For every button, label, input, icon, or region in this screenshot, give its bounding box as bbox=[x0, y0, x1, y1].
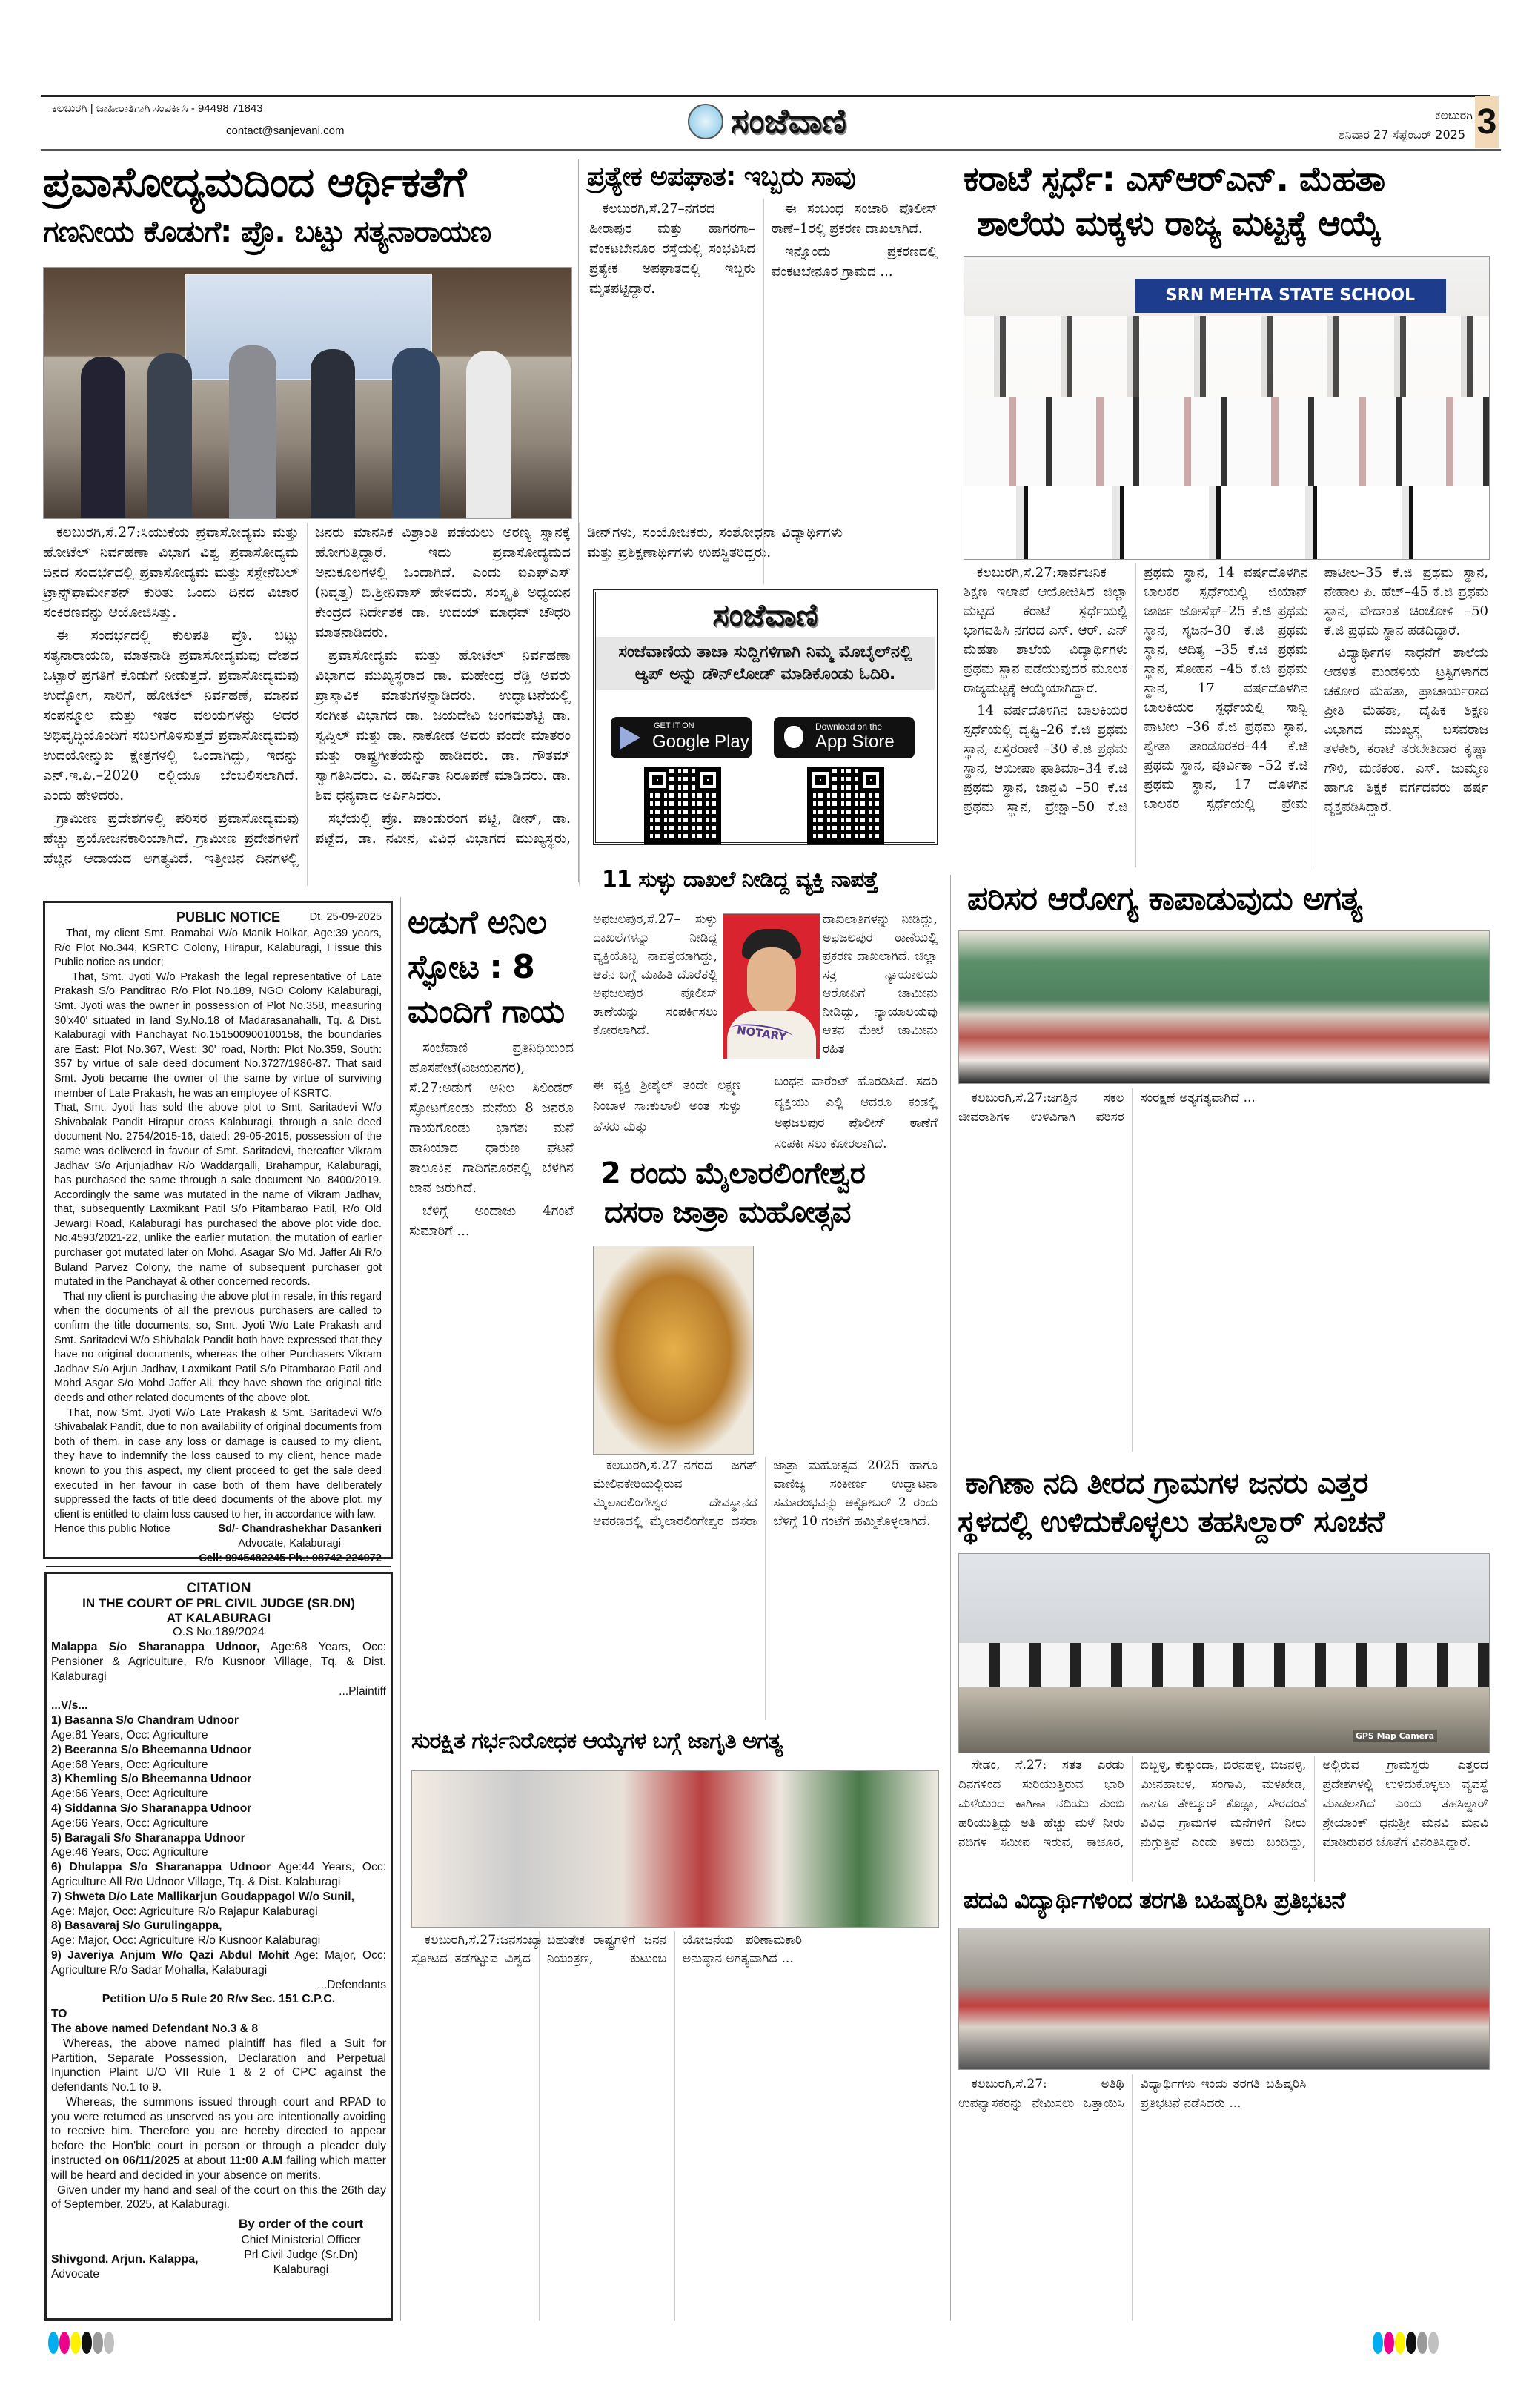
paragraph: ಸೇಡಂ, ಸೆ.27: ಸತತ ಎರಡು ದಿನಗಳಿಂದ ಸುರಿಯುತ್ತಿರುವ ಭಾರಿ ಮಳೆಯಿಂದ ಕಾಗಿಣಾ ನದಿಯು ತುಂಬಿ ಹರಿಯುತ್ತಿದ್ದು ಅತಿ ಹೆಚ್ಚು ಮಳೆ ನೀರು ನದಿಗಳ ಸಮೀಪ ಇರುವ, ಕಾಚೂರ, ಬಿಬ್ಬಳ್ಳಿ, ಕುಕ್ಕುಂದಾ, ಬಿರನಹಳ್ಳಿ, ಬಿಜನಳ್ಳಿ, ಮೀನಹಾಬಳ, ಸಂಗಾವಿ, ಮಳಖೇಡ, ಹಾಗೂ ತೇಲ್ಕೂರ್ ಕೊಡ್ಲಾ, ಸೇರದಂತೆ ವಿವಿಧ ಗ್ರಾಮಗಳ ಮನೆಗಳಿಗೆ ನೀರು ನುಗ್ಗುತ್ತಿವೆ ಎಂದು ತಿಳಿದು ಬಂದಿದ್ದು, ಅಲ್ಲಿರುವ ಗ್ರಾಮಸ್ಥರು ಎತ್ತರದ ಪ್ರದೇಶಗಳಲ್ಲಿ ಉಳಿದುಕೊಳ್ಳಲು ವ್ಯವಸ್ಥೆ ಮಾಡಲಾಗಿದೆ ಎಂದು ತಹಸಿಲ್ದಾರ್ ಶ್ರೇಯಾಂಕ್ ಧನುಶ್ರೀ ಮನವಿ ಮನವಿ ಮಾಡಿರುವರ ಜೊತೆಗೆ ವಿನಂತಿಸಿದ್ದಾರೆ. bbox=[958, 1758, 1488, 1850]
defendant-name: 3) Khemling S/o Bheemanna Udnoor bbox=[51, 1773, 252, 1786]
citation-notice bbox=[44, 1572, 393, 2321]
defendant-details: Age:44 Years, Occ: Agriculture All R/o Udnoor Village, Tq. & Dist. Kalaburagi bbox=[51, 1861, 386, 1888]
header-city: ಕಲಬುರಗಿ bbox=[1435, 108, 1473, 122]
defendant-entry bbox=[51, 1743, 386, 1773]
app-download-ad bbox=[593, 589, 938, 845]
column-divider bbox=[578, 159, 579, 882]
deity-idol-photo bbox=[593, 1246, 754, 1455]
officer-court: Prl Civil Judge (Sr.Dn) bbox=[244, 2249, 358, 2262]
defendant-details: Age:46 Years, Occ: Agriculture bbox=[51, 1846, 208, 1859]
defendant-entry bbox=[51, 1860, 386, 1890]
notice-closing: Hence this public Notice bbox=[54, 1523, 170, 1535]
defendant-entry bbox=[51, 1713, 386, 1743]
tourism-photo bbox=[43, 267, 572, 519]
defendant-details: Age: Major, Occ: Agriculture R/o Sadar Mohalla, Kalaburagi bbox=[51, 1948, 386, 1977]
plaintiff-name: Malappa S/o Sharanappa Udnoor, bbox=[51, 1641, 260, 1654]
defendant-name: 4) Siddanna S/o Sharanappa Udnoor bbox=[51, 1802, 252, 1815]
divider bbox=[46, 1566, 391, 1567]
hearing-time: 11:00 A.M bbox=[229, 2154, 283, 2168]
cyan-dot bbox=[48, 2332, 59, 2354]
header-bottom-rule bbox=[41, 149, 1501, 151]
dasara-body bbox=[593, 1457, 938, 1720]
column-divider bbox=[950, 875, 951, 2321]
public-notice-title: PUBLIC NOTICE bbox=[176, 910, 281, 924]
environment-event-photo bbox=[958, 930, 1490, 1084]
karate-photo bbox=[964, 256, 1490, 560]
page-number: 3 bbox=[1475, 96, 1499, 148]
paragraph: ಕಲಬುರಗಿ,ಸೆ.27:ಸಾರ್ವಜನಿಕ ಶಿಕ್ಷಣ ಇಲಾಖೆ ಆಯೋಜಿಸಿದ ಜಿಲ್ಲಾ ಮಟ್ಟದ ಕರಾಟೆ ಸ್ಪರ್ಧೆಯಲ್ಲಿ ಭಾಗವಹಿಸಿ ನಗರದ ಎಸ್. ಆರ್. ಎನ್ ಮೆಹತಾ ಶಾಲೆಯ ವಿದ್ಯಾರ್ಥಿಗಳು ಪ್ರಥಮ ಸ್ಥಾನ ಪಡೆಯುವುದರ ಮೂಲಕ ರಾಜ್ಯಮಟ್ಟಕ್ಕೆ ಆಯ್ಕೆಯಾಗಿದ್ದಾರೆ. bbox=[964, 565, 1128, 696]
plaintiff-label: ...Plaintiff bbox=[339, 1684, 386, 1698]
paragraph: ಕಲಬುರಗಿ,ಸೆ.27: ಅತಿಥಿ ಉಪನ್ಯಾಸಕರನ್ನು ನೇಮಿಸಲು ಒತ್ತಾಯಿಸಿ ವಿದ್ಯಾರ್ಥಿಗಳು ಇಂದು ತರಗತಿ ಬಹಿಷ್ಕರಿಸಿ ಪ್ರತಿಭಟನೆ ನಡೆಸಿದರು ... bbox=[958, 2077, 1307, 2111]
notice-paragraph: That, now Smt. Jyoti W/o Late Prakash & Smt. Saritadevi W/o Shivabalak Pandit, due to non availability of original documents from both of them, in case any loss or damage is caused to my client, they have to indemnify the loss caused to my client, hence made known to you this aspect, my client proceed to get the sale deed executed in her favour in case both of them have deliberately suppressed the facts of title deed documents of the above plot, my client is entitled to claim loss caused to her, in accordance with law. bbox=[54, 1406, 382, 1521]
app-store-button[interactable] bbox=[774, 717, 915, 758]
color-registration-marks-left bbox=[48, 2332, 115, 2357]
play-triangle-icon bbox=[620, 726, 640, 750]
citation-court: IN THE COURT OF PRL CIVIL JUDGE (SR.DN) bbox=[82, 1595, 355, 1610]
citation-title: CITATION bbox=[186, 1581, 251, 1596]
students-body bbox=[958, 2074, 1488, 2321]
contraception-body bbox=[411, 1931, 938, 2321]
notice-contact: Cell: 9945482245 Ph.: 08742-224072 bbox=[199, 1552, 382, 1564]
gray-dot bbox=[93, 2332, 103, 2354]
ad-logo: ಸಂಜೆವಾಣಿ bbox=[712, 597, 818, 633]
awareness-event-photo bbox=[411, 1770, 939, 1928]
defendant-details: Age:66 Years, Occ: Agriculture bbox=[51, 1816, 208, 1830]
gray-dot bbox=[1417, 2332, 1427, 2354]
light-gray-dot bbox=[104, 2332, 114, 2354]
defendant-name: 8) Basavaraj S/o Gurulingappa, bbox=[51, 1919, 222, 1933]
dasara-headline-2: ದಸರಾ ಜಾತ್ರಾ ಮಹೋತ್ಸವ bbox=[604, 1195, 851, 1229]
notary-stamp: NOTARY bbox=[730, 1021, 794, 1044]
notice-paragraph: That, my client Smt. Ramabai W/o Manik Holkar, Age:39 years, R/o Plot No.344, KSRTC Colony, Hirapur, Kalaburagi, I issue this Public notice as under; bbox=[54, 927, 382, 969]
notice-signatory: Sd/- Chandrashekhar Dasankeri bbox=[218, 1523, 382, 1535]
plaintiff-details: Age:68 Years, Occ: Pensioner & Agriculture, R/o Kusnoor Village, Tq. & Dist. Kalaburagi bbox=[51, 1641, 386, 1683]
environment-headline: ಪರಿಸರ ಆರೋಗ್ಯ ಕಾಪಾಡುವುದು ಅಗತ್ಯ bbox=[967, 880, 1362, 918]
hearing-date: on 06/11/2025 bbox=[105, 2154, 180, 2168]
accident-headline: ಪ್ರತ್ಯೇಕ ಅಪಘಾತ: ಇಬ್ಬರು ಸಾವು bbox=[587, 162, 855, 192]
versus-label: ...V/s... bbox=[51, 1699, 88, 1713]
addressee: The above named Defendant No.3 & 8 bbox=[51, 2022, 259, 2035]
google-play-qr-code[interactable] bbox=[644, 767, 721, 844]
missing-body-bottom-left: ಈ ವ್ಯಕ್ತಿ ಶ್ರೀಶೈಲ್ ತಂದೇ ಲಕ್ಷ್ಮಣ ನಿಂಬಾಳ ಸಾ:ಕುಲಾಲಿ ಅಂತ ಸುಳ್ಳು ಹೆಸರು ಮತ್ತು bbox=[593, 1078, 741, 1134]
yellow-dot bbox=[70, 2332, 81, 2354]
defendant-entry bbox=[51, 1802, 386, 1831]
paragraph: ಕಲಬುರಗಿ,ಸೆ.27:ಜನಸಂಖ್ಯಾ ಸ್ಫೋಟದ ತಡೆಗಟ್ಟುವ ವಿಶ್ವದ ಬಹುತೇಕ ರಾಷ್ಟ್ರಗಳಿಗೆ ಜನನ ನಿಯಂತ್ರಣ, ಕುಟುಂಬ ಯೋಜನೆಯ ಪರಿಣಾಮಕಾರಿ ಅನುಷ್ಠಾನ ಅಗತ್ಯವಾಗಿದೆ ... bbox=[411, 1933, 802, 1966]
apple-icon bbox=[784, 726, 803, 748]
masthead-logo bbox=[637, 98, 897, 145]
paragraph: 14 ವರ್ಷದೊಳಗಿನ ಬಾಲಕಿಯರ ಸ್ಪರ್ಧೆಯಲ್ಲಿ ದೃಷ್ಟಿ–26 ಕೆ.ಜಿ ಪ್ರಥಮ ಸ್ಥಾನ, ಏಸ್ತರರಾಣಿ –30 ಕೆ.ಜಿ ಪ್ರಥಮ ಸ್ಥಾನ, ಆಯೀಷಾ ಫಾತಿಮಾ–34 ಕೆ.ಜಿ ಪ್ರಥಮ ಸ್ಥಾನ, ಜಾನ್ಹವಿ –50 ಕೆ.ಜಿ ಪ್ರಥಮ ಸ್ಥಾನ, ಪ್ರೇಕ್ಷಾ–50 ಕೆ.ಜಿ ಪ್ರಥಮ ಸ್ಥಾನ, 14 ವರ್ಷದೊಳಗಿನ ಬಾಲಕರ ಸ್ಪರ್ಧೆಯಲ್ಲಿ ಜಿಯಾನ್ ಜಾರ್ಜ ಜೋಸೆಫ್–25 ಕೆ.ಜಿ ಪ್ರಥಮ ಸ್ಥಾನ, ಸೃಜನ–30 ಕೆ.ಜಿ ಪ್ರಥಮ ಸ್ಥಾನ, ಆದಿತ್ಯ –35 ಕೆ.ಜಿ ಪ್ರಥಮ ಸ್ಥಾನ, ಸೋಹನ –45 ಕೆ.ಜಿ ಪ್ರಥಮ ಸ್ಥಾನ, 17 ವರ್ಷದೊಳಗಿನ ಬಾಲಕಿಯರ ಸ್ಪರ್ಧೆಯಲ್ಲಿ ಸಾನ್ವಿ ಪಾಟೀಲ –36 ಕೆ.ಜಿ ಪ್ರಥಮ ಸ್ಥಾನ, ಶ್ವೇತಾ ತಾಂಡೂರಕರ–44 ಕೆ.ಜಿ ಪ್ರಥಮ ಸ್ಥಾನ, ಪೂರ್ವಿಕಾ –52 ಕೆ.ಜಿ ಪ್ರಥಮ ಸ್ಥಾನ, 17 ದೊಳಗಿನ ಬಾಲಕರ ಸ್ಪರ್ಧೆಯಲ್ಲಿ ಪ್ರೇಮ ಪಾಟೀಲ–35 ಕೆ.ಜಿ ಪ್ರಥಮ ಸ್ಥಾನ, ನೇಹಾಲ ಪಿ. ಹೆಚ್–45 ಕೆ.ಜಿ ಪ್ರಥಮ ಸ್ಥಾನ, ವೇದಾಂತ ಚಿಂಚೋಳಿ –50 ಕೆ.ಜಿ ಪ್ರಥಮ ಸ್ಥಾನ ಪಡೆದಿದ್ದಾರೆ. bbox=[964, 565, 1488, 815]
students-headline: ಪದವಿ ವಿದ್ಯಾರ್ಥಿಗಳಿಂದ ತರಗತಿ ಬಹಿಷ್ಕರಿಸಿ ಪ್ರತಿಭಟನೆ bbox=[964, 1886, 1345, 1914]
defendant-details: Age:66 Years, Occ: Agriculture bbox=[51, 1787, 208, 1801]
kagina-headline-1: ಕಾಗಿಣಾ ನದಿ ತೀರದ ಗ್ರಾಮಗಳ ಜನರು ಎತ್ತರ bbox=[965, 1466, 1368, 1501]
cylinder-headline: ಅಡುಗೆ ಅನಿಲ ಸ್ಫೋಟ : 8 ಮಂದಿಗೆ ಗಾಯ bbox=[408, 904, 565, 1031]
missing-person-photo bbox=[723, 913, 820, 1059]
karate-headline-2: ಶಾಲೆಯ ಮಕ್ಕಳು ರಾಜ್ಯ ಮಟ್ಟಕ್ಕೆ ಆಯ್ಕೆ bbox=[977, 203, 1381, 243]
ad-message: ಸಂಜೆವಾಣಿಯ ತಾಜಾ ಸುದ್ದಿಗಳಿಗಾಗಿ ನಿಮ್ಮ ಮೊಬೈಲ್‌ನಲ್ಲಿ ಆ್ಯಪ್ ಅನ್ನು ಡೌನ್‌ಲೋಡ್ ಮಾಡಿಕೊಂಡು ಓದಿರಿ. bbox=[596, 637, 935, 690]
environment-body bbox=[958, 1088, 1488, 1452]
paragraph: ಪ್ರವಾಸೋದ್ಯಮ ಮತ್ತು ಹೋಟೆಲ್ ನಿರ್ವಹಣಾ ವಿಭಾಗದ ಮುಖ್ಯಸ್ಥರಾದ ಡಾ. ಮಹೇಂದ್ರ ರೆಡ್ಡಿ ಅವರು ಪ್ರಾಸ್ತಾವಿಕ ಮಾತುಗಳನ್ನಾಡಿದರು. ಉದ್ಘಾಟನೆಯಲ್ಲಿ ಸಂಗೀತ ವಿಭಾಗದ ಡಾ. ಜಯದೇವಿ ಜಂಗಮಶೆಟ್ಟಿ ಡಾ. ಸ್ವಪ್ನಿಲ್ ಮತ್ತು ಡಾ. ನಾಕೋಡ ಅವರು ವಂದೇ ಮಾತರಂ ಮತ್ತು ರಾಷ್ಟ್ರಗೀತೆಯನ್ನು ಹಾಡಿದರು. ಡಾ. ಗೌತಮ್ ಸ್ವಾಗತಿಸಿದರು. ಎ. ಹರ್ಷಿತಾ ನಿರೂಪಣೆ ಮಾಡಿದರು. ಡಾ. ಶಿವ ಧನ್ಯವಾದ ಅರ್ಪಿಸಿದರು. bbox=[315, 647, 571, 804]
advocate-title: Advocate bbox=[51, 2268, 100, 2281]
paragraph: ಈ ಸಂಬಂಧ ಸಂಚಾರಿ ಪೊಲೀಸ್ ಠಾಣೆ–1ರಲ್ಲಿ ಪ್ರಕರಣ ದಾಖಲಾಗಿದೆ. bbox=[772, 201, 938, 236]
riverbank-site-photo bbox=[958, 1553, 1490, 1753]
magenta-dot bbox=[59, 2332, 70, 2354]
officer-title: Chief Ministerial Officer bbox=[241, 2234, 361, 2247]
officer-place: Kalaburagi bbox=[273, 2263, 329, 2277]
citation-place: AT KALABURAGI bbox=[166, 1610, 271, 1625]
petition-line: Petition U/o 5 Rule 20 R/w Sec. 151 C.P.C. bbox=[102, 1993, 336, 2006]
paragraph: ಸಂಜೆವಾಣಿ ಪ್ರತಿನಿಧಿಯಿಂದ ಹೊಸಪೇಟೆ(ವಿಜಯನಗರ), ಸೆ.27:ಅಡುಗೆ ಅನಿಲ ಸಿಲಿಂಡರ್ ಸ್ಫೋಟಗೊಂಡು ಮನೆಯ 8 ಜನರೂ ಗಾಯಗೊಂಡು ಭಾಗಶಃ ಮನೆ ಹಾನಿಯಾದ ಧಾರುಣ ಘಟನೆ ತಾಲೂಕಿನ ಗಾದಿಗನೂರನಲ್ಲಿ ಬೆಳಗಿನ ಜಾವ ಜರುಗಿದೆ. bbox=[409, 1040, 574, 1196]
citation-paragraph: Given under my hand and seal of the court on this the 26th day of September, 2025, at Kalaburagi. bbox=[51, 2183, 386, 2212]
notice-paragraph: That, Smt. Jyoti has sold the above plot to Smt. Saritadevi W/o Shivabalak Pandit Hirapur cross Kalaburagi, through a sale deed document No. 2754/2015-16, dated: 29-05-2015, possession of the same was delivered in favour of Smt. Saritadevi, thereafter Vikram Jadhav S/o Arjunjadhav R/o Waddargalli, Brahampur, Kalaburagi, has purchased the same through a sale document No. 8400/2019. Accordingly the same was mutated in the name of Vikram Jadhav, that, subsequently Laxmikant Patil S/o Pitambarao Patil, R/o Old Jewargi Road, Kalaburagi has purchased the above plot vide doc. No.4593/2021-22, unlike the earlier mutation, the mutation of earlier purchaser got mutated later on Mohd. Asagar S/o Md. Jaffer Ali R/o Buland Parvez Colony, the name of subsequent purchaser got mutated in the Panchayat & other concerned records. bbox=[54, 1102, 382, 1289]
color-registration-marks-right bbox=[1373, 2332, 1439, 2357]
paragraph: ಕಲಬುರಗಿ,ಸೆ.27–ನಗರದ ಜಗತ್ ಮೇಲಿನಕೇರಿಯಲ್ಲಿರುವ ಮೈಲಾರಲಿಂಗೇಶ್ವರ ದೇವಸ್ಥಾನದ ಆವರಣದಲ್ಲಿ ಮೈಲಾರಲಿಂಗೇಶ್ವರ ದಸರಾ ಜಾತ್ರಾ ಮಹೋತ್ಸವ 2025 ಹಾಗೂ ವಾಣಿಜ್ಯ ಸಂಕೀರ್ಣ ಉದ್ಘಾಟನಾ ಸಮಾರಂಭವನ್ನು ಅಕ್ಟೋಬರ್ 2 ರಂದು ಬೆಳಿಗ್ಗೆ 10 ಗಂಟೆಗೆ ಹಮ್ಮಿಕೊಳ್ಳಲಾಗಿದೆ. bbox=[593, 1458, 938, 1529]
paragraph: ಕಲಬುರಗಿ,ಸೆ.27–ನಗರದ ಹೀರಾಪುರ ಮತ್ತು ಹಾಗರಗಾ–ವೆಂಕಟಬೇನೂರ ರಸ್ತೆಯಲ್ಲಿ ಸಂಭವಿಸಿದ ಪ್ರತ್ಯೇಕ ಅಪಘಾತದಲ್ಲಿ ಇಬ್ಬರು ಮೃತಪಟ್ಟಿದ್ದಾರೆ. bbox=[589, 201, 755, 297]
citation-paragraph-text: Whereas, the summons issued through court and RPAD to you were returned as unserved as you are intentionally avoiding to receive him. Therefore you are hereby directed to appear before the Hon'ble court in person or through a pleader duly instructed bbox=[51, 2095, 386, 2168]
magenta-dot bbox=[1384, 2332, 1394, 2354]
defendant-details: Age: Major, Occ: Agriculture R/o Kusnoor Kalaburagi bbox=[51, 1934, 321, 1948]
paragraph: ಕಲಬುರಗಿ,ಸೆ.27:ಸಿಯುಕೆಯ ಪ್ರವಾಸೋದ್ಯಮ ಮತ್ತು ಹೋಟೆಲ್ ನಿರ್ವಹಣಾ ವಿಭಾಗ ವಿಶ್ವ ಪ್ರವಾಸೋದ್ಯಮ ದಿನದ ಸಂದರ್ಭದಲ್ಲಿ ಪ್ರವಾಸೋದ್ಯಮ ಮತ್ತು ಸಸ್ಟೇನೆಬಲ್ ಟ್ರಾನ್ಸ್‌ಫಾರ್ಮೇಶನ್ ಕುರಿತು ಒಂದು ದಿನದ ವಿಚಾರ ಸಂಕಿರಣವನ್ನು ಆಯೋಜಿಸಿತ್ತು. bbox=[43, 524, 299, 621]
notice-paragraph: That my client is purchasing the above plot in resale, in this regard when the documents of all the previous purchasers are called to confirm the title documents, so, Smt. Jyoti W/o Late Prakash and Smt. Saritadevi W/o Shivbalak Pandit both have expressed that they have no original documents, whereas the other Purchasers Vikram Jadhav S/o Arjun Jadhav, Laxmikant Patil S/o Pitambarao Patil and Mohd Asgar S/o Mohd Jaffer Ali, they have shown the original title deeds and other related documents of the above plot. bbox=[54, 1290, 382, 1404]
light-gray-dot bbox=[1428, 2332, 1439, 2354]
paragraph: ಗ್ರಾಮೀಣ ಪ್ರದೇಶಗಳಲ್ಲಿ ಪರಿಸರ ಪ್ರವಾಸೋದ್ಯಮವು ಹೆಚ್ಚು ಪ್ರಯೋಜನಕಾರಿಯಾಗಿದೆ. ಗ್ರಾಮೀಣ ಪ್ರದೇಶಗಳಿಗೆ ಹೆಚ್ಚಿನ ಆದಾಯದ ಅಗತ್ಯವಿದೆ. ಇತ್ತೀಚಿನ ದಿನಗಳಲ್ಲಿ ಜನರು ಮಾನಸಿಕ ವಿಶ್ರಾಂತಿ ಪಡೆಯಲು ಅರಣ್ಯ ಸ್ನಾನಕ್ಕೆ ಹೋಗುತ್ತಿದ್ದಾರೆ. ಇದು ಪ್ರವಾಸೋದ್ಯಮದ ಅನುಕೂಲಗಳಲ್ಲಿ ಒಂದಾಗಿದೆ. ಎಂದು ಐಎಫ್‌ಎಸ್ (ನಿವೃತ್ತ) ಬಿ.ಶ್ರೀನಿವಾಸ್ ಹೇಳಿದರು. ಸಂಸ್ಕೃತಿ ಅಧ್ಯಯನ ಕೇಂದ್ರದ ನಿರ್ದೇಶಕ ಡಾ. ಉದಯ್ ಮಾಧವ್ ಚೌಧರಿ ಮಾತನಾಡಿದರು. bbox=[43, 524, 571, 867]
app-store-small-text: Download on the bbox=[815, 721, 883, 732]
defendant-name: 5) Baragali S/o Sharanappa Udnoor bbox=[51, 1831, 245, 1845]
kagina-body bbox=[958, 1756, 1488, 1882]
karate-headline-1: ಕರಾಟೆ ಸ್ಪರ್ಧೆ: ಎಸ್‌ಆರ್‌ಎನ್. ಮೆಹತಾ bbox=[964, 159, 1385, 199]
defendants-list bbox=[51, 1713, 386, 1977]
defendant-entry bbox=[51, 1919, 386, 1948]
black-dot bbox=[82, 2332, 92, 2354]
gps-map-camera-watermark: GPS Map Camera bbox=[1353, 1730, 1437, 1742]
paragraph: ಬೆಳಿಗ್ಗೆ ಅಂದಾಜು 4ಗಂಟೆ ಸುಮಾರಿಗೆ ... bbox=[409, 1203, 574, 1239]
missing-person-headline: 11 ಸುಳ್ಳು ದಾಖಲೆ ನೀಡಿದ್ದ ವ್ಯಕ್ತಿ ನಾಪತ್ತೆ bbox=[602, 867, 878, 893]
paragraph: ಈ ಸಂದರ್ಭದಲ್ಲಿ ಕುಲಪತಿ ಪ್ರೊ. ಬಟ್ಟು ಸತ್ಯನಾರಾಯಣ, ಮಾತನಾಡಿ ಪ್ರವಾಸೋದ್ಯಮವು ದೇಶದ ಒಟ್ಟಾರೆ ಪ್ರಗತಿಗೆ ಕೊಡುಗೆ ನೀಡುತ್ತದೆ. ಪ್ರವಾಸೋದ್ಯಮವು ಉದ್ಯೋಗ, ಸಾರಿಗೆ, ಹೋಟೆಲ್ ನಿರ್ವಹಣೆ, ಮಾನವ ಸಂಪನ್ಮೂಲ ಮತ್ತು ಇತರ ವಲಯಗಳನ್ನು ಅದರ ಅಭಿವೃದ್ಧಿಯೊಂದಿಗೆ ಸಬಲಗೊಳಿಸುತ್ತದೆ ಪ್ರವಾಸೋದ್ಯಮವು ಉದಯೋನ್ಮುಖ ಕ್ಷೇತ್ರಗಳಲ್ಲಿ ಒಂದಾಗಿದ್ದು, ಇದನ್ನು ಎನ್.ಇ.ಪಿ.–2020 ರಲ್ಲಿಯೂ ಬೆಂಬಲಿಸಲಾಗಿದೆ. ಎಂದು ಹೇಳಿದರು. bbox=[43, 627, 299, 804]
notice-paragraph: That, Smt. Jyoti W/o Prakash the legal representative of Late Prakash S/o Panditrao R/o Plot No.189, NGO Colony Kalaburagi, Smt. Jyoti was the owner in possession of Plot No.358, measuring 30'x40' situated in land Sy.No.18 of Madarasanahalli, Tq. & Dist. Kalaburagi with Panchayat No.151500900100158, the boundaries are East: Plot No.367, West: 30' road, North: Plot No.359, South: 357 by virtue of sale deed document No.3727/1986-87. That said Smt. Jyoti became the owner of the same by virtue of surviving member of Late Prakash, he was an employee of KSRTC. bbox=[54, 970, 382, 1099]
citation-paragraph-text: at about bbox=[179, 2154, 230, 2168]
logo-text: ಸಂಜೆವಾಣಿ bbox=[731, 101, 846, 141]
column-divider bbox=[400, 897, 401, 2321]
defendant-entry bbox=[51, 1890, 386, 1919]
header-contact: ಕಲಬುರಗಿ | ಜಾಹೀರಾತಿಗಾಗಿ ಸಂಪರ್ಕಿಸಿ - 94498 71843 bbox=[52, 102, 263, 115]
kagina-headline-2: ಸ್ಥಳದಲ್ಲಿ ಉಳಿದುಕೊಳ್ಳಲು ತಹಸಿಲ್ದಾರ್ ಸೂಚನೆ bbox=[958, 1505, 1385, 1539]
header-email[interactable]: contact@sanjevani.com bbox=[226, 125, 345, 137]
header-top-rule bbox=[41, 95, 1490, 97]
citation-case-number: O.S No.189/2024 bbox=[173, 1626, 265, 1639]
citation-paragraph-text: failing which matter will be heard and decided in your absence on merits. bbox=[51, 2154, 386, 2182]
app-store-big-text: App Store bbox=[815, 732, 895, 752]
citation-paragraph: Whereas, the above named plaintiff has filed a Suit for Partition, Separate Possession, Declaration and Perpetual Injunction Plaint U/O VII Rule 1 & 2 of CPC against the defendants No.1 to 9. bbox=[51, 2037, 386, 2094]
student-protest-photo bbox=[958, 1928, 1490, 2070]
paragraph: ಕಲಬುರಗಿ,ಸೆ.27:ಜಗತ್ತಿನ ಸಕಲ ಜೀವರಾಶಿಗಳ ಉಳಿವಿಗಾಗಿ ಪರಿಸರ ಸಂರಕ್ಷಣೆ ಅತ್ಯಗತ್ಯವಾಗಿದೆ ... bbox=[958, 1091, 1256, 1125]
defendant-entry bbox=[51, 1831, 386, 1861]
accident-body bbox=[589, 199, 938, 584]
tourism-headline-1: ಪ್ರವಾಸೋದ್ಯಮದಿಂದ ಆರ್ಥಿಕತೆಗೆ bbox=[43, 159, 466, 207]
missing-body-left: ಅಫಜಲಪುರ,ಸೆ.27– ಸುಳ್ಳು ದಾಖಲೆಗಳನ್ನು ನೀಡಿದ್ದ ವ್ಯಕ್ತಿಯೊಬ್ಬ ನಾಪತ್ತೆಯಾಗಿದ್ದು, ಆತನ ಬಗ್ಗೆ ಮಾಹಿತಿ ದೊರೆತಲ್ಲಿ ಅಫಜಲಪುರ ಪೊಲೀಸ್ ಠಾಣೆಯನ್ನು ಸಂಪರ್ಕಿಸಲು ಕೋರಲಾಗಿದೆ. bbox=[593, 912, 717, 1038]
paragraph: ಇನ್ನೊಂದು ಪ್ರಕರಣದಲ್ಲಿ ವೆಂಕಟಬೇನೂರ ಗ್ರಾಮದ ... bbox=[772, 244, 938, 280]
advocate-name: Shivgond. Arjun. Kalappa, bbox=[51, 2253, 199, 2266]
defendant-name: 1) Basanna S/o Chandram Udnoor bbox=[51, 1714, 239, 1727]
defendant-entry bbox=[51, 1772, 386, 1802]
app-store-qr-code[interactable] bbox=[807, 767, 884, 844]
google-play-button[interactable] bbox=[611, 717, 752, 758]
cyan-dot bbox=[1373, 2332, 1383, 2354]
header-date: ಶನಿವಾರ 27 ಸೆಪ್ಟೆಂಬರ್ 2025 bbox=[1338, 128, 1465, 142]
notice-signatory-title: Advocate, Kalaburagi bbox=[238, 1537, 341, 1549]
public-notice bbox=[43, 901, 393, 1564]
defendants-label: ...Defendants bbox=[317, 1978, 386, 1991]
google-play-small-text: GET IT ON bbox=[654, 721, 694, 730]
school-banner: SRN MEHTA STATE SCHOOL bbox=[1135, 279, 1446, 313]
paragraph: ವಿದ್ಯಾರ್ಥಿಗಳ ಸಾಧನೆಗೆ ಶಾಲೆಯ ಆಡಳಿತ ಮಂಡಳಿಯ ಟ್ರಸ್ಟಿಗಳಾಗದ ಚಕೋರ ಮೆಹತಾ, ಪ್ರಾಚಾರ್ಯರಾದ ಪ್ರೀತಿ ಮೆಹತಾ, ದೈಹಿಕ ಶಿಕ್ಷಣ ವಿಭಾಗದ ಮುಖ್ಯಸ್ಥ ಬಸವರಾಜ ತಳಕೇರಿ, ಕರಾಟೆ ತರಬೇತಿದಾರ ಕೃಷ್ಣಾ ಗೌಳಿ, ಮಣಿಕಂಠ. ಎಸ್. ಜುಮ್ಮಣ ಹಾಗೂ ಶಿಕ್ಷಕ ವರ್ಗದವರು ಹರ್ಷ ವ್ಯಕ್ತಪಡಿಸಿದ್ದಾರೆ. bbox=[1324, 645, 1488, 815]
defendant-entry bbox=[51, 1948, 386, 1978]
google-play-big-text: Google Play bbox=[652, 732, 749, 752]
public-notice-date: Dt. 25-09-2025 bbox=[309, 911, 382, 923]
dasara-headline-1: 2 ರಂದು ಮೈಲಾರಲಿಂಗೇಶ್ವರ bbox=[600, 1157, 865, 1191]
defendant-details: Age:81 Years, Occ: Agriculture bbox=[51, 1728, 208, 1742]
defendant-name: 6) Dhulappa S/o Sharanappa Udnoor bbox=[51, 1861, 271, 1874]
missing-body-bottom-right: ಬಂಧನ ವಾರೆಂಟ್ ಹೊರಡಿಸಿದೆ. ಸದರಿ ವ್ಯಕ್ತಿಯು ಎಲ್ಲಿ ಆದರೂ ಕಂಡಲ್ಲಿ ಅಫಜಲಪುರ ಪೊಲೀಸ್ ಠಾಣೆಗೆ ಸಂಪರ್ಕಿಸಲು ಕೋರಲಾಗಿದೆ. bbox=[775, 1074, 938, 1151]
cylinder-body bbox=[409, 1038, 574, 1720]
yellow-dot bbox=[1395, 2332, 1405, 2354]
defendant-details: Age: Major, Occ: Agriculture R/o Rajapur Kalaburagi bbox=[51, 1905, 318, 1918]
black-dot bbox=[1406, 2332, 1416, 2354]
missing-body-right: ದಾಖಲಾತಿಗಳನ್ನು ನೀಡಿದ್ದು, ಅಫಜಲಪುರ ಠಾಣೆಯಲ್ಲಿ ಪ್ರಕರಣ ದಾಖಲಾಗಿದೆ. ಜಿಲ್ಲಾ ಸತ್ರ ನ್ಯಾಯಾಲಯ ಆರೋಪಿಗೆ ಜಾಮೀನು ನೀಡಿದ್ದು, ನ್ಯಾಯಾಲಯವು ಆತನ ಮೇಲೆ ಜಾಮೀನು ರಹಿತ bbox=[823, 912, 938, 1056]
defendant-name: 9) Javeriya Anjum W/o Qazi Abdul Mohit bbox=[51, 1948, 290, 1962]
defendant-details: Age:68 Years, Occ: Agriculture bbox=[51, 1758, 208, 1771]
paragraph: ಸಭೆಯಲ್ಲಿ ಪ್ರೊ. ಪಾಂಡುರಂಗ ಪಟ್ಟಿ, ಡೀನ್, ಡಾ. ಪಟ್ಟೆದ, ಡಾ. ನವೀನ, ವಿವಿಧ ವಿಭಾಗದ ಮುಖ್ಯಸ್ಥರು, ಡೀನ್‌ಗಳು, ಸಂಯೋಜಕರು, ಸಂಶೋಧನಾ ವಿದ್ಯಾರ್ಥಿಗಳು ಮತ್ತು ಪ್ರಶಿಕ್ಷಣಾರ್ಥಿಗಳು ಉಪಸ್ಥಿತರಿದ್ದರು. bbox=[315, 524, 843, 847]
tourism-headline-2: ಗಣನೀಯ ಕೊಡುಗೆ: ಪ್ರೊ. ಬಟ್ಟು ಸತ್ಯನಾರಾಯಣ bbox=[43, 215, 491, 249]
to-label: TO bbox=[51, 2008, 67, 2021]
karate-body bbox=[964, 563, 1488, 867]
defendant-name: 7) Shweta D/o Late Mallikarjun Goudappagol W/o Sunil, bbox=[51, 1890, 354, 1903]
defendant-name: 2) Beeranna S/o Bheemanna Udnoor bbox=[51, 1743, 252, 1756]
order-line: By order of the court bbox=[238, 2217, 364, 2232]
dove-emblem-icon bbox=[688, 104, 723, 139]
contraception-headline: ಸುರಕ್ಷಿತ ಗರ್ಭನಿರೋಧಕ ಆಯ್ಕೆಗಳ ಬಗ್ಗೆ ಜಾಗೃತಿ ಅಗತ್ಯ bbox=[411, 1728, 783, 1754]
